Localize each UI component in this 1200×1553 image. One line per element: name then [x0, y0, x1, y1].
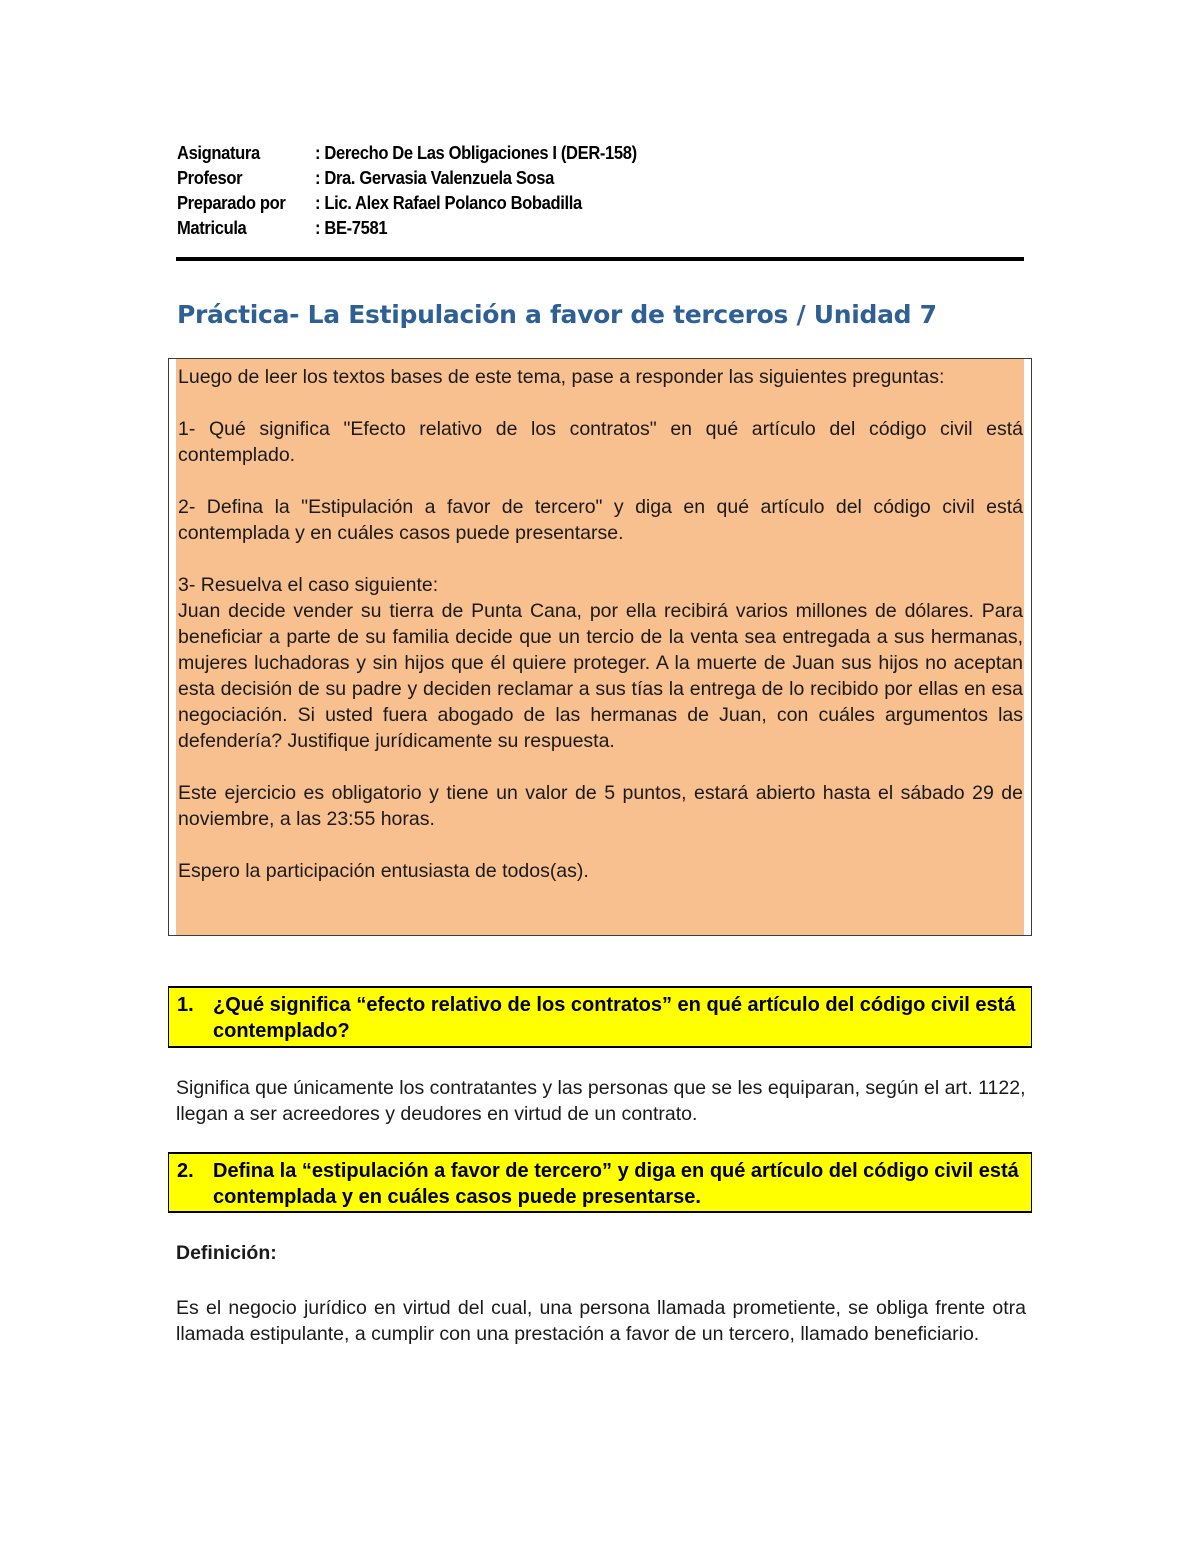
info-row-preparado-por	[177, 191, 876, 216]
instructions-question-2: 2- Defina la "Estipulación a favor de tercero" y diga en qué artículo del código civil está contemplada y en cuáles casos puede presentarse.	[178, 496, 1023, 544]
question-1-heading	[177, 992, 1021, 1044]
info-value: : Derecho De Las Obligaciones I (DER-158)	[315, 143, 637, 163]
instructions-box	[168, 358, 1032, 936]
question-2-box	[168, 1152, 1032, 1213]
question-number: 1.	[177, 994, 194, 1016]
instructions-text	[178, 364, 1023, 884]
info-value: : BE-7581	[315, 218, 388, 238]
answer-1: Significa que únicamente los contratantes y las personas que se les equiparan, según el art. 1122, llegan a ser acreedores y deudores en virtud de un contrato.	[176, 1077, 1026, 1125]
definition-heading: Definición:	[176, 1242, 277, 1264]
page-title: Práctica- La Estipulación a favor de terceros / Unidad 7	[177, 300, 937, 329]
header-info	[177, 141, 876, 241]
info-label: Preparado por	[177, 193, 286, 213]
instructions-question-3	[178, 572, 1023, 754]
question-text: ¿Qué significa “efecto relativo de los contratos” en qué artículo del código civil está contemplado?	[213, 994, 1016, 1042]
case-heading: 3- Resuelva el caso siguiente:	[178, 574, 439, 596]
instructions-deadline: Este ejercicio es obligatorio y tiene un valor de 5 puntos, estará abierto hasta el sábado 29 de noviembre, a las 23:55 horas.	[178, 782, 1023, 830]
info-label: Matricula	[177, 218, 247, 238]
instructions-question-1: 1- Qué significa "Efecto relativo de los contratos" en qué artículo del código civil está contemplado.	[178, 418, 1023, 466]
instructions-intro: Luego de leer los textos bases de este tema, pase a responder las siguientes preguntas:	[178, 366, 945, 388]
question-2-heading	[177, 1158, 1021, 1210]
question-1-box	[168, 986, 1032, 1048]
info-value: : Dra. Gervasia Valenzuela Sosa	[315, 168, 554, 188]
definition-text: Es el negocio jurídico en virtud del cual, una persona llamada prometiente, se obliga frente otra llamada estipulante, a cumplir con una prestación a favor de un tercero, llamado beneficiario.	[176, 1297, 1026, 1345]
info-row-profesor	[177, 166, 876, 191]
info-label: Asignatura	[177, 143, 260, 163]
question-text: Defina la “estipulación a favor de tercero” y diga en qué artículo del código civil está contemplada y en cuáles casos puede presentarse.	[213, 1160, 1019, 1208]
info-row-asignatura	[177, 141, 876, 166]
info-label: Profesor	[177, 168, 243, 188]
info-value: : Lic. Alex Rafael Polanco Bobadilla	[315, 193, 582, 213]
header-divider	[176, 257, 1024, 261]
case-text: Juan decide vender su tierra de Punta Cana, por ella recibirá varios millones de dólares. Para beneficiar a parte de su familia decide que un tercio de la venta sea entregada a sus hermanas, mujeres luchadoras y sin hijos que él quiere proteger. A la muerte de Juan sus hijos no aceptan esta decisión de su padre y deciden reclamar a sus tías la entrega de lo recibido por ellas en esa negociación. Si usted fuera abogado de las hermanas de Juan, con cuáles argumentos las defendería? Justifique jurídicamente su respuesta.	[178, 600, 1023, 752]
info-row-matricula	[177, 216, 876, 241]
instructions-closing: Espero la participación entusiasta de todos(as).	[178, 860, 589, 882]
question-number: 2.	[177, 1160, 194, 1182]
